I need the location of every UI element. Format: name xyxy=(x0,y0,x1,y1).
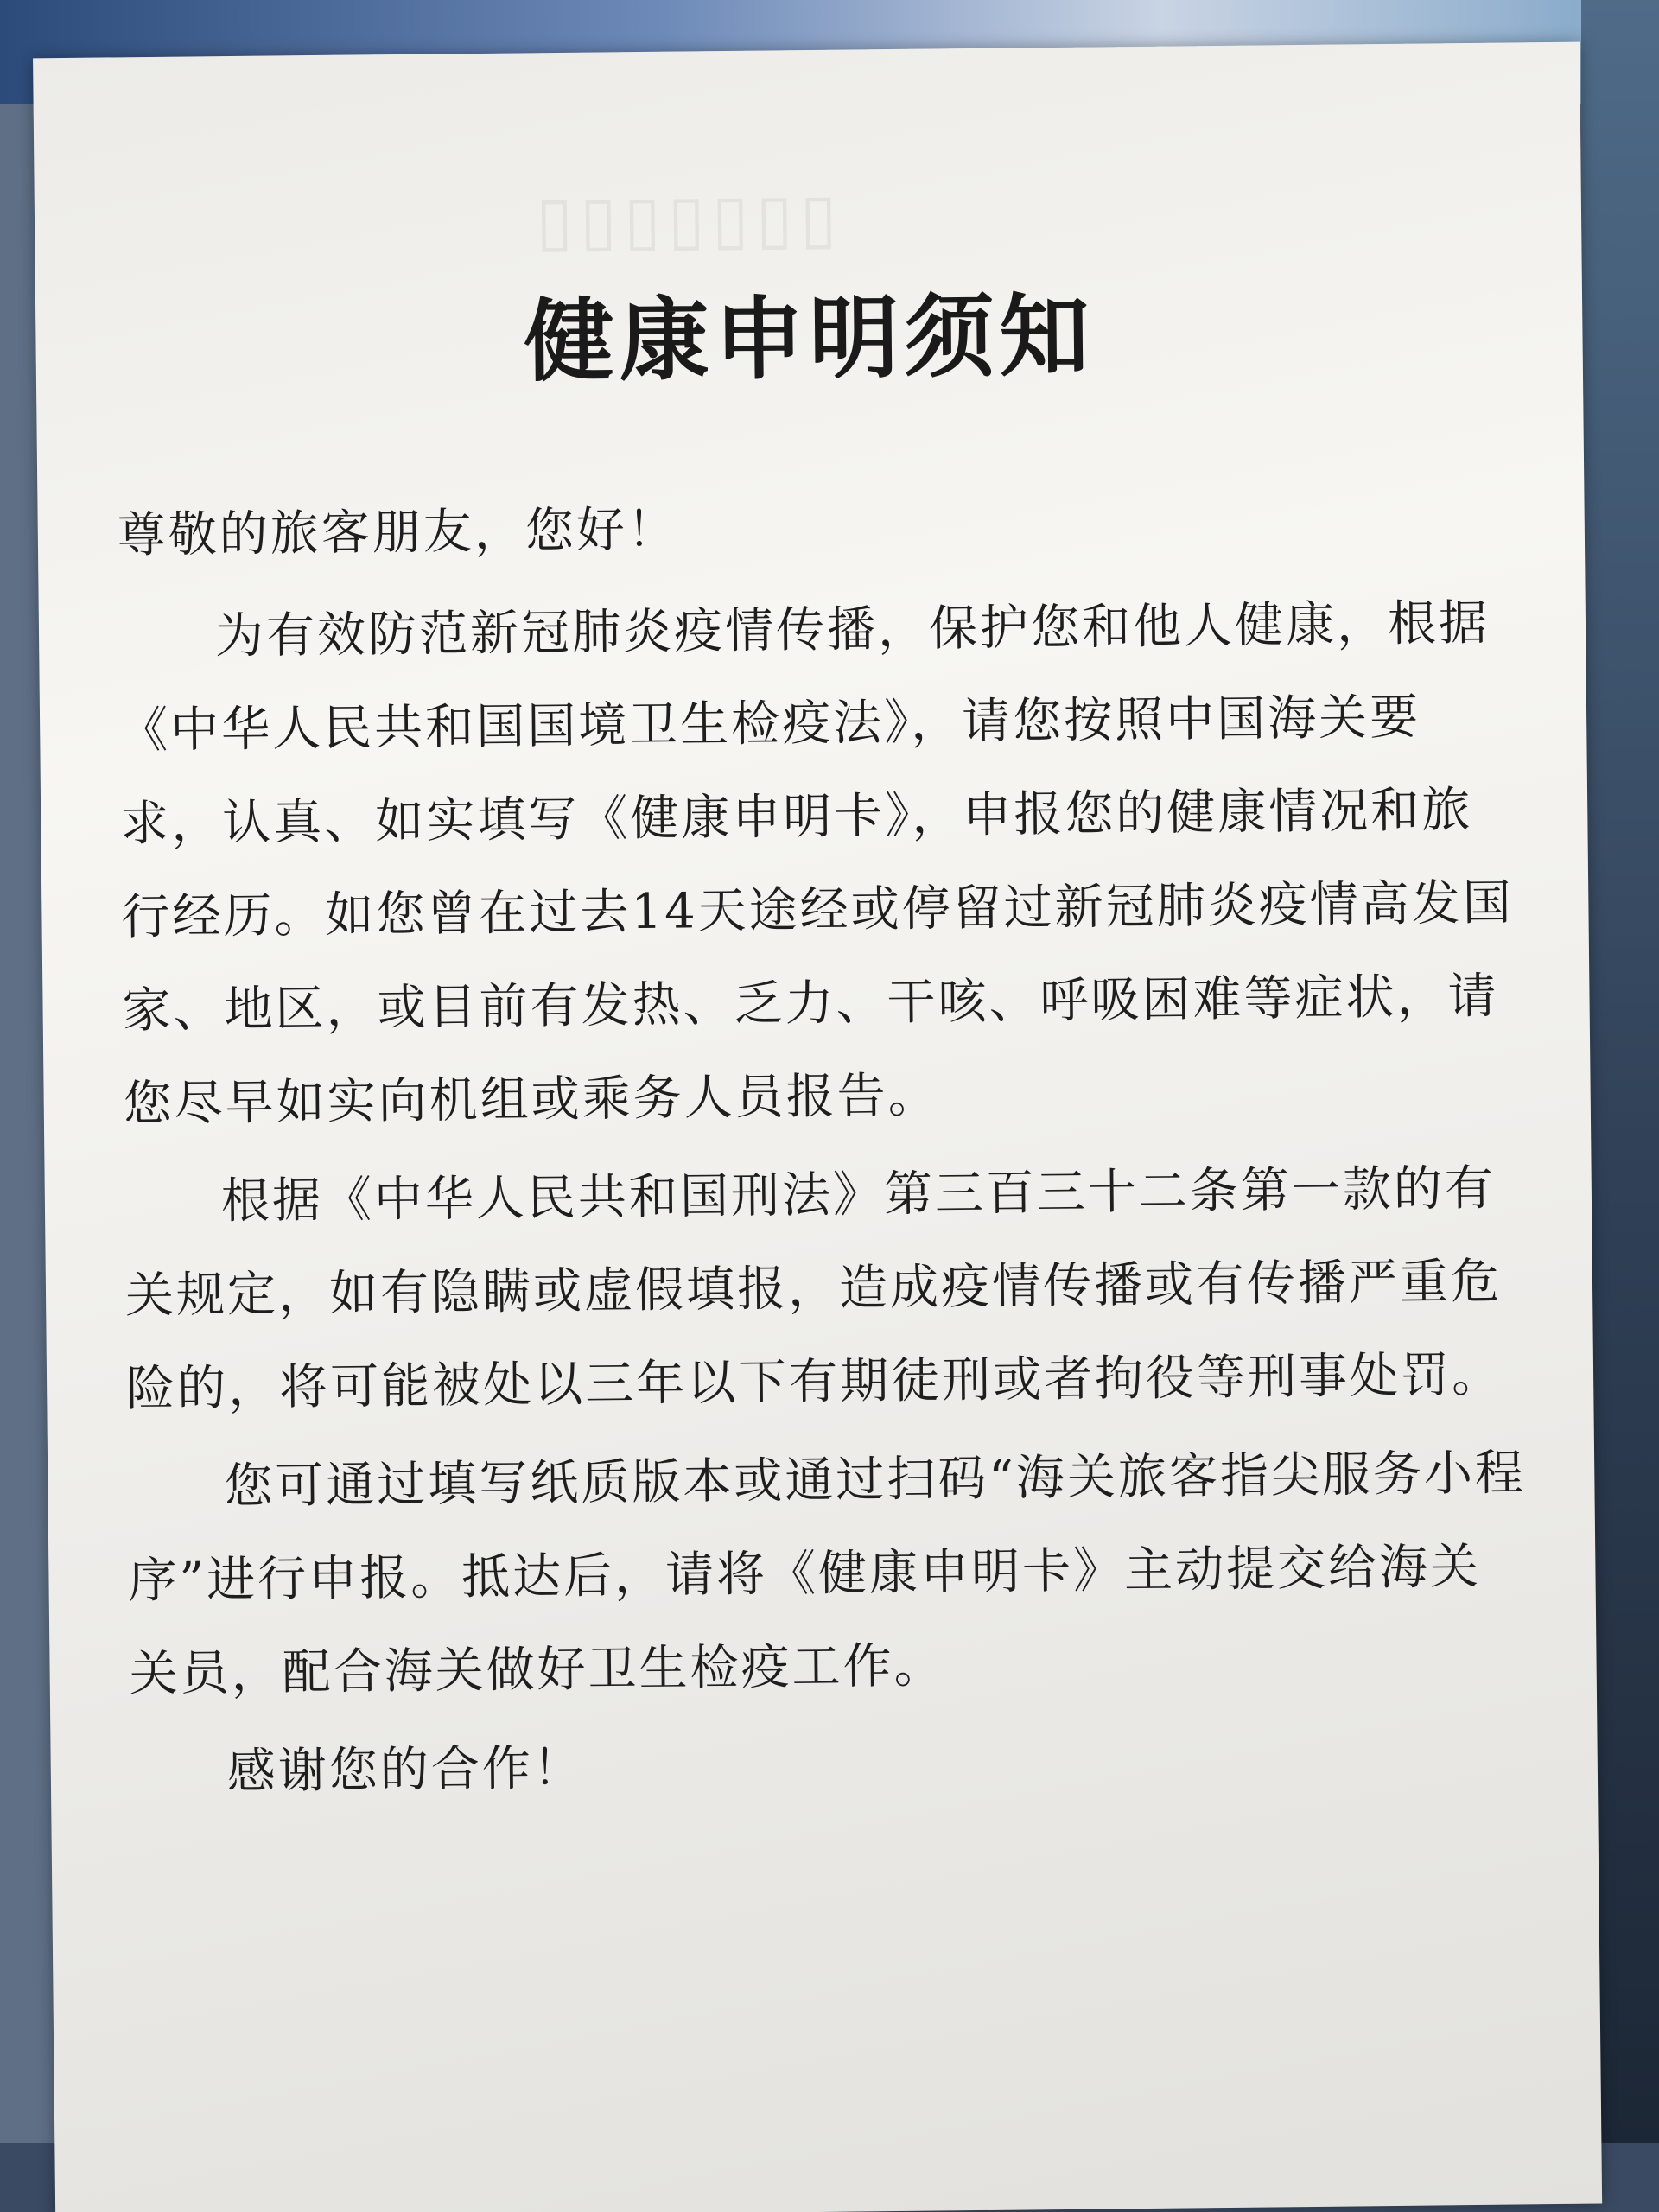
paragraph-prevention: 为有效防范新冠肺炎疫情传播，保护您和他人健康，根据《中华人民共和国国境卫生检疫法》，请您按照中国海关要求，认真、如实填写《健康申明卡》，申报您的健康情况和旅行经历。如您曾在过去14天途经或停留过新冠肺炎疫情高发国家、地区，或目前有发热、乏力、干咳、呼吸困难等症状，请您尽早如实向机组或乘务人员报告。 xyxy=(118,594,1514,1133)
closing-line: 感谢您的合作！ xyxy=(226,1739,585,1801)
show-through-text: ▯▯▯▯▯▯▯ xyxy=(535,179,844,261)
document-title: 健康申明须知 xyxy=(523,283,1096,395)
document-body xyxy=(117,474,1530,1825)
greeting-line: 尊敬的旅客朋友，您好！ xyxy=(117,501,679,564)
notice-paper xyxy=(33,42,1602,2212)
paragraph-legal-warning: 根据《中华人民共和国刑法》第三百三十二条第一款的有关规定，如有隐瞒或虚假填报，造成疫情传播或有传播严重危险的，将可能被处以三年以下有期徒刑或者拘役等刑事处罚。 xyxy=(124,1160,1503,1418)
paragraph-submission: 您可通过填写纸质版本或通过扫码“海关旅客指尖服务小程序”进行申报。抵达后，请将《健康申明卡》主动提交给海关关员，配合海关做好卫生检疫工作。 xyxy=(128,1445,1527,1703)
